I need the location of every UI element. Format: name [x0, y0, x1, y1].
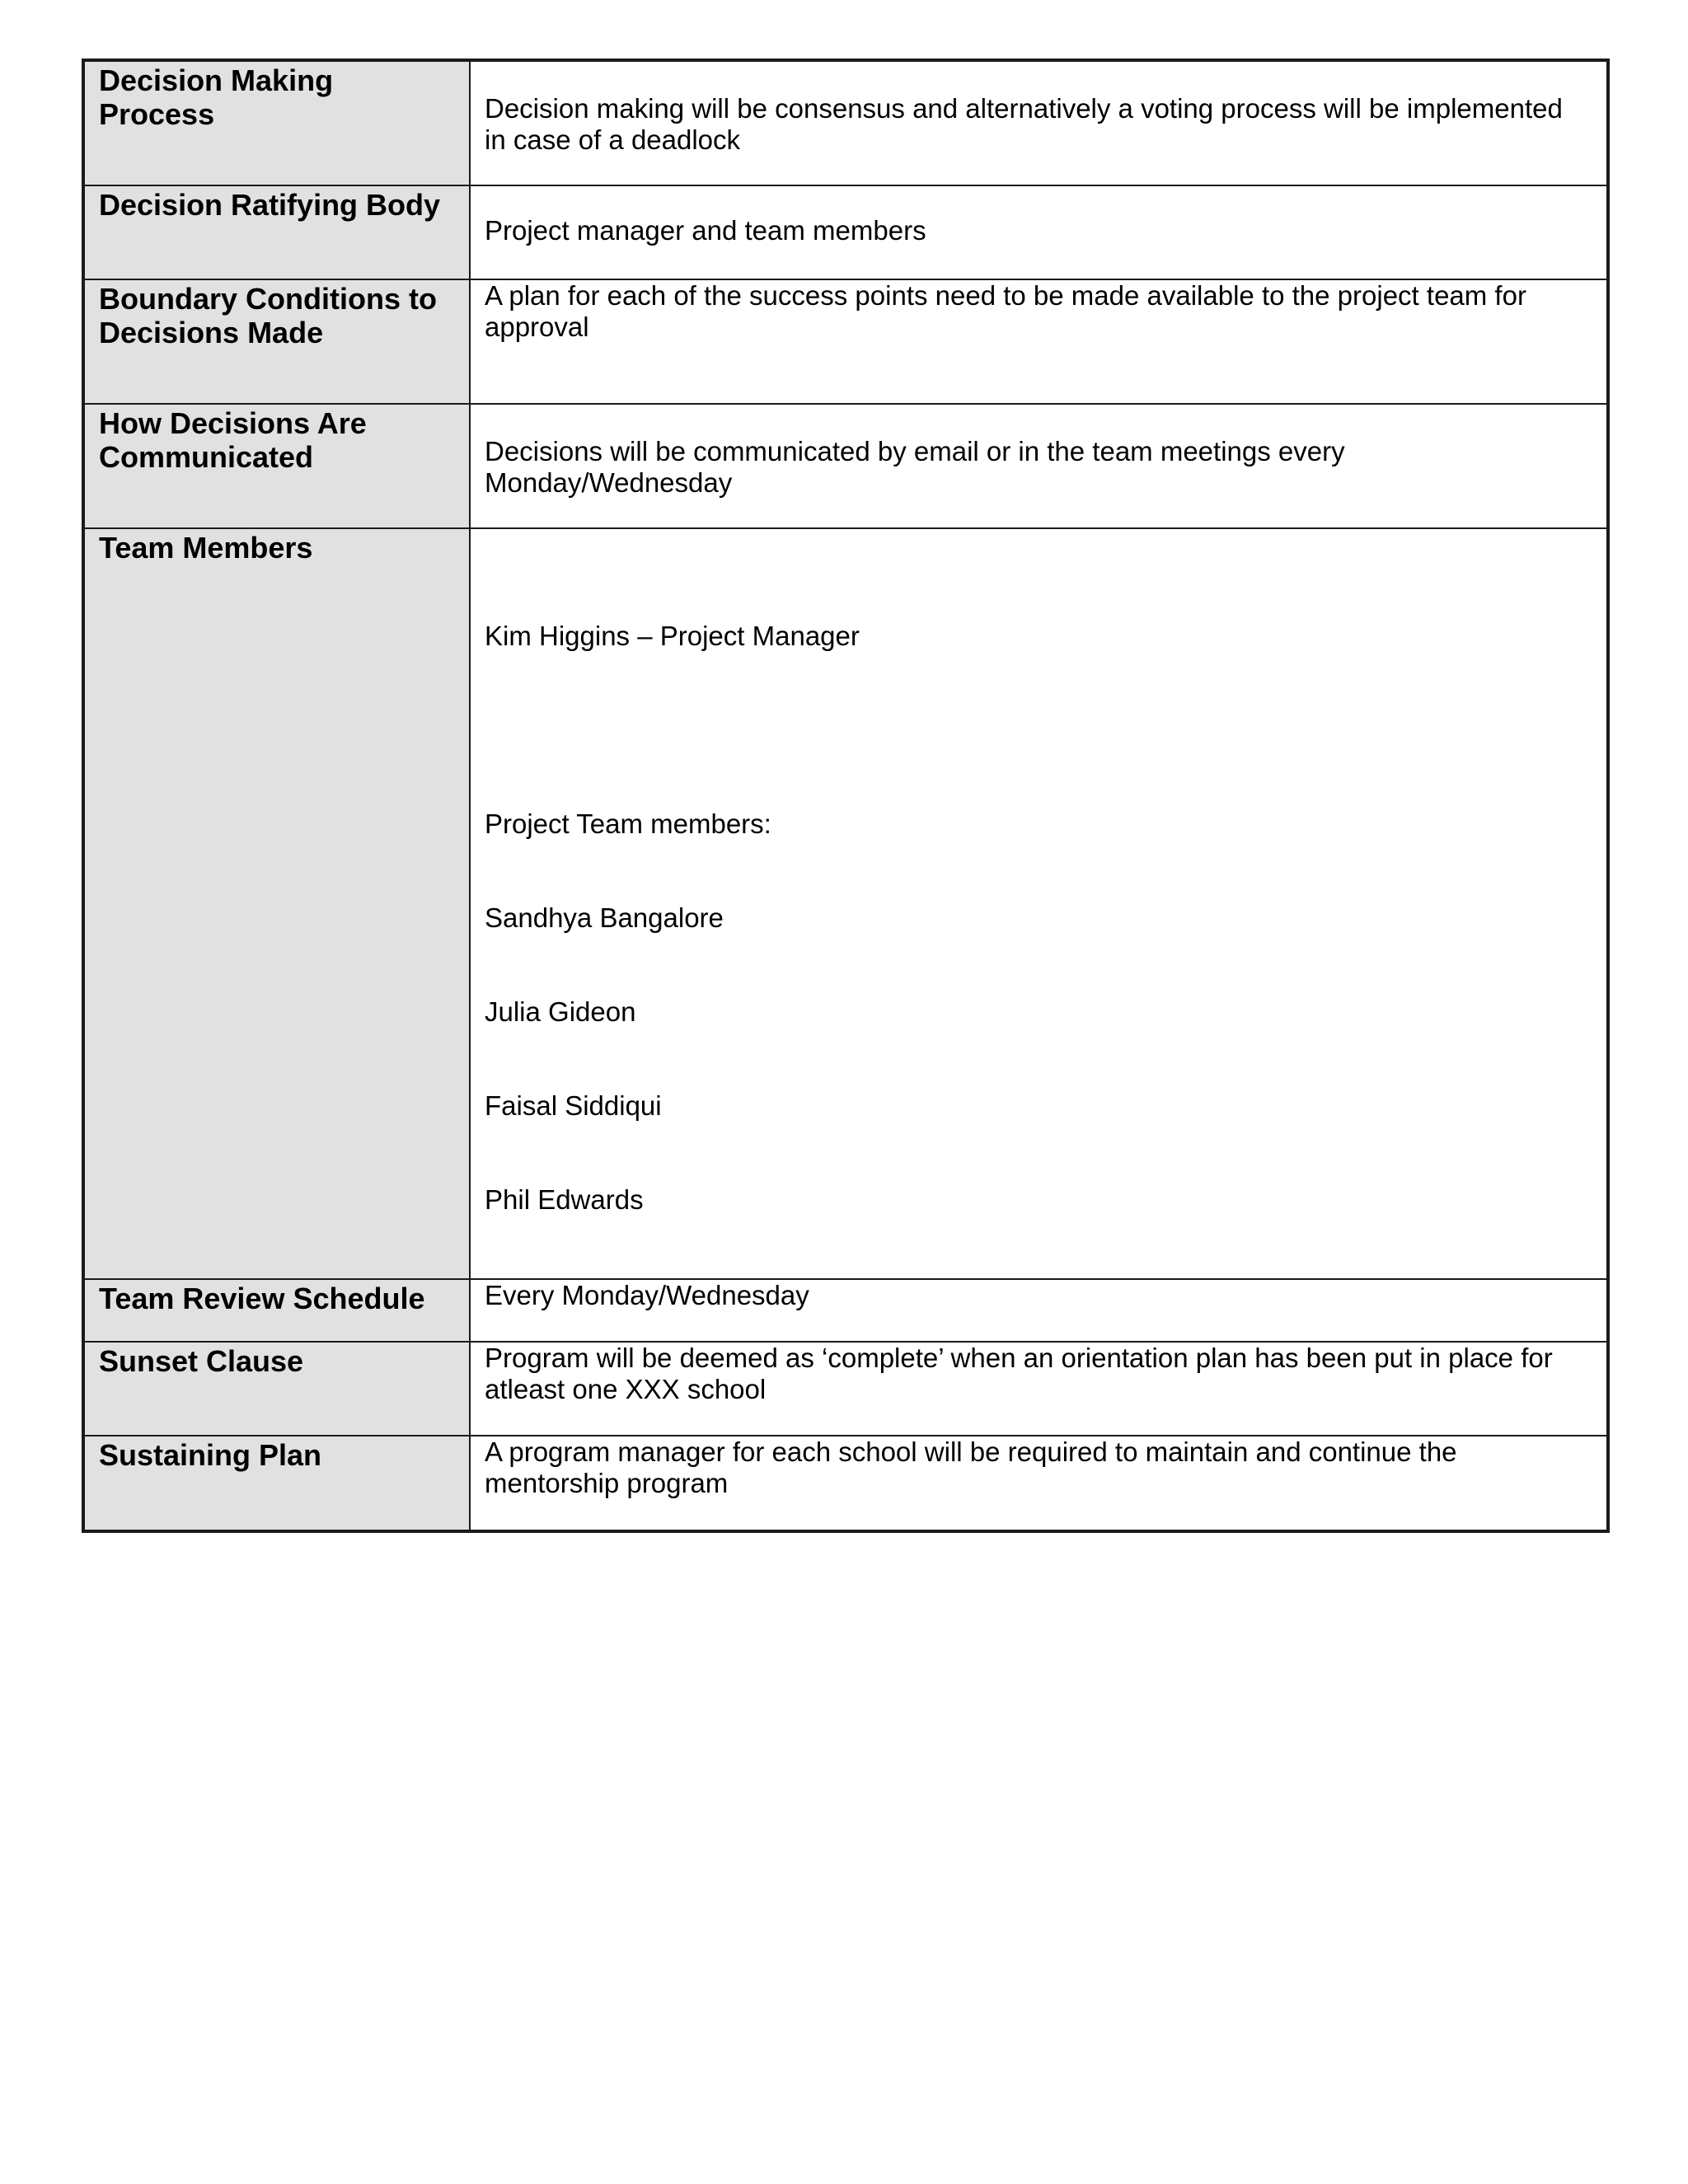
row-label-cell	[83, 1279, 470, 1342]
team-members-list	[471, 529, 1606, 1278]
table-row	[83, 404, 1608, 528]
row-label-cell	[83, 528, 470, 1279]
row-label-cell	[83, 404, 470, 528]
spacer	[485, 715, 1590, 746]
row-label-cell	[83, 185, 470, 279]
row-label-cell	[83, 1436, 470, 1531]
row-value-decision-making-process: Decision making will be consensus and alternatively a voting process will be implemented in case of a deadlock	[485, 93, 1570, 155]
row-value-cell	[470, 279, 1608, 404]
row-label-decision-making-process: Decision Making Process	[99, 63, 342, 131]
team-members-heading: Project Team members:	[485, 808, 771, 839]
row-value-cell	[470, 1279, 1608, 1342]
team-member-name: Sandhya Bangalore	[485, 902, 724, 933]
row-label-sunset-clause: Sunset Clause	[99, 1344, 304, 1378]
row-label-how-decisions-communicated: How Decisions Are Communicated	[99, 406, 375, 474]
decision-charter-table	[82, 59, 1610, 1533]
team-member-name: Faisal Siddiqui	[485, 1090, 662, 1121]
row-value-cell	[470, 60, 1608, 185]
row-value-sunset-clause: Program will be deemed as ‘complete’ when an orientation plan has been put in place for atleast one XXX school	[485, 1343, 1560, 1404]
row-value-cell	[470, 1342, 1608, 1436]
row-label-boundary-conditions: Boundary Conditions to Decisions Made	[99, 282, 445, 349]
row-value-cell	[470, 185, 1608, 279]
row-value-boundary-conditions: A plan for each of the success points need to be made available to the project team for approval	[485, 280, 1535, 342]
row-label-sustaining-plan: Sustaining Plan	[99, 1438, 322, 1472]
row-value-cell	[470, 404, 1608, 528]
row-label-team-members: Team Members	[99, 531, 313, 565]
row-value-team-review-schedule: Every Monday/Wednesday	[485, 1280, 809, 1310]
table-row	[83, 279, 1608, 404]
row-value-decision-ratifying-body: Project manager and team members	[485, 215, 926, 246]
row-value-cell	[470, 1436, 1608, 1531]
row-label-cell	[83, 1342, 470, 1436]
row-value-how-decisions-communicated: Decisions will be communicated by email or in the team meetings every Monday/Wednesday	[485, 436, 1353, 498]
row-value-sustaining-plan: A program manager for each school will be required to maintain and continue the mentorship program	[485, 1436, 1465, 1498]
row-label-cell	[83, 60, 470, 185]
table-row	[83, 1436, 1608, 1531]
table-row	[83, 1342, 1608, 1436]
team-member-name: Julia Gideon	[485, 996, 636, 1027]
table-row	[83, 60, 1608, 185]
row-label-decision-ratifying-body: Decision Ratifying Body	[99, 188, 441, 222]
team-member-name: Phil Edwards	[485, 1184, 644, 1215]
row-value-cell	[470, 528, 1608, 1279]
table-row	[83, 185, 1608, 279]
row-label-team-review-schedule: Team Review Schedule	[99, 1282, 425, 1315]
row-label-cell	[83, 279, 470, 404]
table-row	[83, 1279, 1608, 1342]
project-manager-entry: Kim Higgins – Project Manager	[485, 621, 860, 651]
table-row	[83, 528, 1608, 1279]
